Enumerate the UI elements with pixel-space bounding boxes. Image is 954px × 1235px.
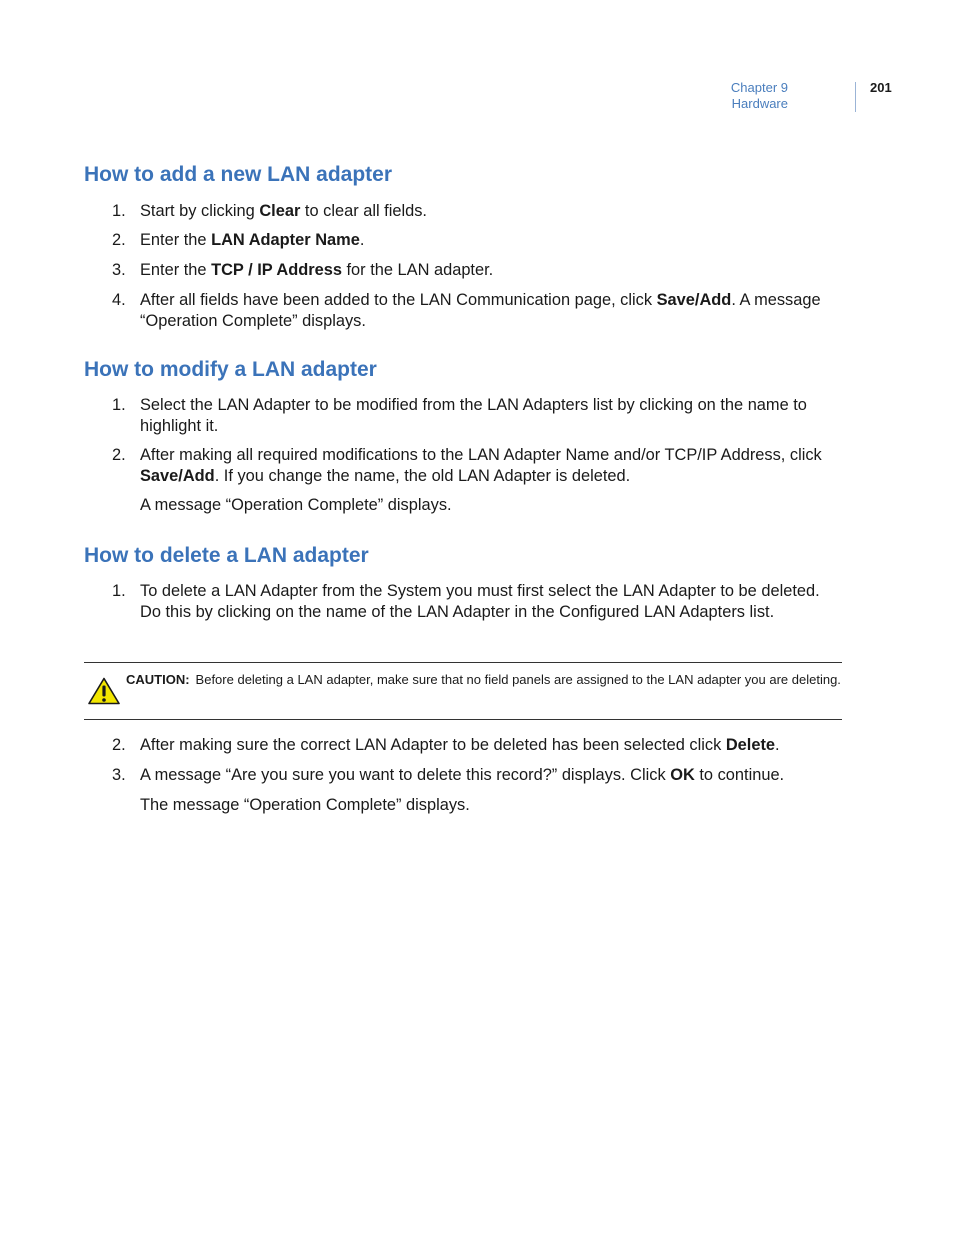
step-text: After all fields have been added to the LAN Communication page, click Save/Add. A message “Operation Complete” displays. bbox=[140, 291, 821, 330]
step-number: 4. bbox=[112, 291, 126, 309]
header-divider bbox=[855, 82, 856, 112]
caution-text bbox=[126, 671, 842, 688]
heading-delete-lan-adapter: How to delete a LAN adapter bbox=[84, 544, 369, 567]
step-text: After making sure the correct LAN Adapter to be deleted has been selected click Delete. bbox=[140, 736, 780, 754]
step-text: Start by clicking Clear to clear all fields. bbox=[140, 202, 427, 220]
result-note: The message “Operation Complete” displays. bbox=[140, 796, 470, 814]
section-label: Hardware bbox=[731, 96, 788, 111]
caution-label: CAUTION: bbox=[126, 672, 190, 687]
step-number: 2. bbox=[112, 736, 126, 754]
caution-message: Before deleting a LAN adapter, make sure that no field panels are assigned to the LAN adapter you are deleting. bbox=[195, 672, 841, 687]
ui-term-save-add: Save/Add bbox=[656, 291, 732, 309]
step-number: 3. bbox=[112, 766, 126, 784]
step-number: 2. bbox=[112, 446, 126, 464]
step-number: 3. bbox=[112, 261, 126, 279]
heading-add-lan-adapter: How to add a new LAN adapter bbox=[84, 163, 393, 186]
page-number: 201 bbox=[870, 80, 892, 95]
step-text: Enter the TCP / IP Address for the LAN adapter. bbox=[140, 261, 494, 279]
ui-term-save-add: Save/Add bbox=[140, 466, 215, 485]
step-text: Enter the LAN Adapter Name. bbox=[140, 231, 365, 249]
step-number: 1. bbox=[112, 202, 126, 220]
caution-box bbox=[84, 662, 842, 720]
step-number: 1. bbox=[112, 582, 126, 600]
page-header bbox=[730, 80, 900, 114]
step-text: After making all required modifications to the LAN Adapter Name and/or TCP/IP Address, click Save/Add. If you change the name, the old LAN Adapter is deleted. bbox=[140, 446, 822, 485]
step-text: A message “Are you sure you want to delete this record?” displays. Click OK to continue. bbox=[140, 766, 785, 784]
step-text: To delete a LAN Adapter from the System you must first select the LAN Adapter to be deleted. Do this by clicking on the name of the LAN Adapter in the Configured LAN Adapters list. bbox=[140, 582, 820, 621]
ui-term-clear: Clear bbox=[259, 202, 301, 220]
chapter-label: Chapter 9 bbox=[730, 80, 788, 95]
ui-term-delete: Delete bbox=[725, 736, 776, 754]
step-text: Select the LAN Adapter to be modified from the LAN Adapters list by clicking on the name to highlight it. bbox=[140, 396, 807, 435]
heading-modify-lan-adapter: How to modify a LAN adapter bbox=[84, 358, 377, 381]
step-number: 2. bbox=[112, 231, 126, 249]
ui-term-ok: OK bbox=[670, 766, 695, 784]
result-note: A message “Operation Complete” displays. bbox=[140, 496, 452, 514]
ui-term-lan-adapter-name: LAN Adapter Name bbox=[211, 231, 360, 249]
warning-triangle-icon bbox=[88, 677, 120, 705]
ui-term-tcp-ip-address: TCP / IP Address bbox=[211, 261, 342, 279]
step-number: 1. bbox=[112, 396, 126, 414]
